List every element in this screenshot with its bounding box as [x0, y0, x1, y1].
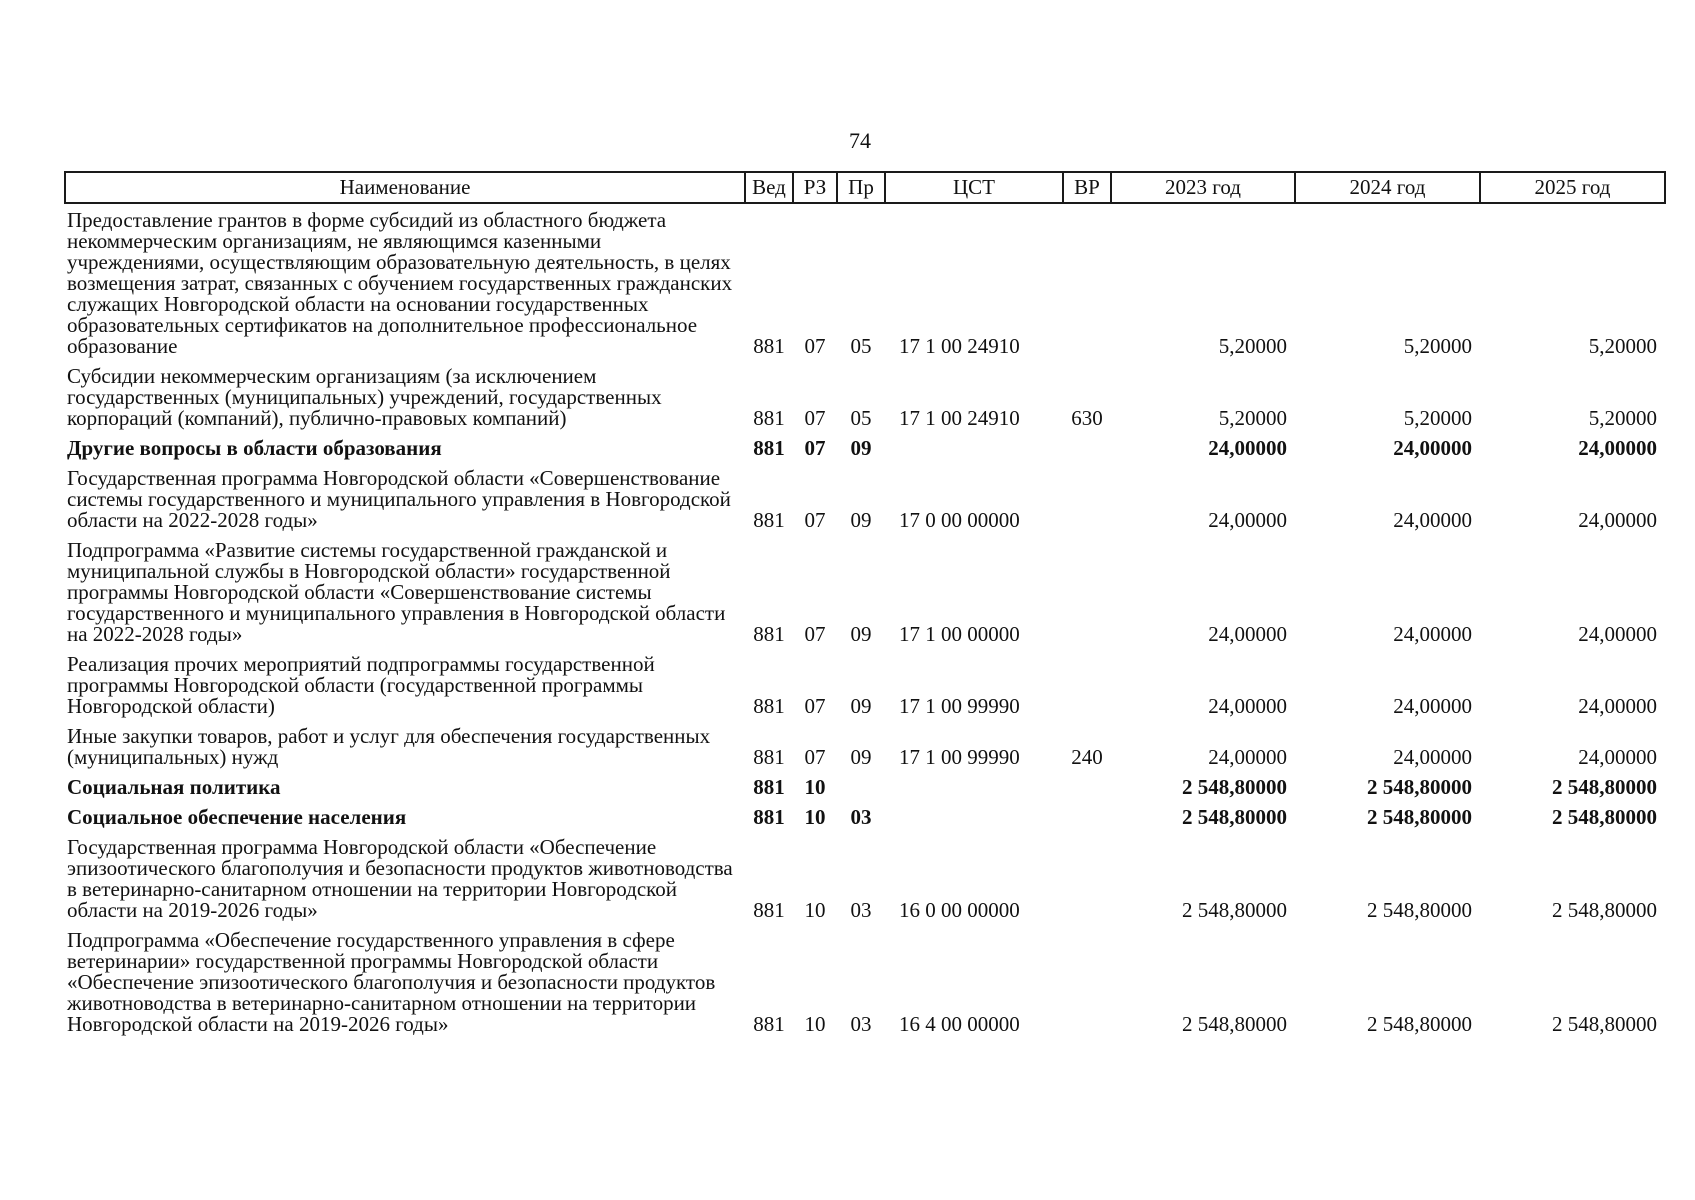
row-2024: 2 548,80000 [1367, 805, 1472, 829]
table-body [65, 203, 1665, 1038]
row-2025: 5,20000 [1588, 334, 1657, 358]
row-vr [1063, 924, 1111, 1038]
row-ved: 881 [753, 694, 785, 718]
row-2023: 24,00000 [1208, 745, 1287, 769]
row-vr [1063, 432, 1111, 462]
row-2024: 2 548,80000 [1367, 898, 1472, 922]
row-pr [837, 771, 885, 801]
row-cst: 16 4 00 00000 [899, 1012, 1020, 1036]
row-cst: 17 1 00 24910 [899, 406, 1020, 430]
row-pr: 03 [850, 1012, 872, 1036]
row-2023: 2 548,80000 [1182, 805, 1287, 829]
row-pr: 09 [850, 694, 872, 718]
row-pr: 03 [850, 805, 872, 829]
table-row [65, 360, 1665, 432]
row-2024: 5,20000 [1403, 334, 1472, 358]
row-ved: 881 [753, 334, 785, 358]
row-name: Социальная политика [67, 775, 281, 799]
row-ved: 881 [753, 406, 785, 430]
row-ved: 881 [753, 436, 785, 460]
header-rz: РЗ [793, 172, 837, 203]
table-row [65, 203, 1665, 360]
table-row [65, 924, 1665, 1038]
row-rz: 07 [804, 694, 826, 718]
row-cst: 17 1 00 99990 [899, 694, 1020, 718]
row-vr [1063, 648, 1111, 720]
header-2025: 2025 год [1480, 172, 1665, 203]
row-2025: 2 548,80000 [1552, 1012, 1657, 1036]
row-rz: 07 [804, 508, 826, 532]
row-rz: 10 [804, 775, 826, 799]
row-vr: 240 [1071, 745, 1103, 769]
row-cst [885, 801, 1063, 831]
row-name: Предоставление грантов в форме субсидий из областного бюджета некоммерческим организациям, не являющимся казенными учреждениями, осуществляющим образовательную деятельность, в целях возмещения затрат, связанных с обучением государственных гражданских служащих Новгородской области на основании государственных образовательных сертификатов на дополнительное профессиональное образование [67, 208, 733, 358]
row-vr: 630 [1071, 406, 1103, 430]
row-2024: 24,00000 [1393, 622, 1472, 646]
row-pr: 09 [850, 436, 872, 460]
row-2023: 24,00000 [1208, 694, 1287, 718]
table-row-section [65, 801, 1665, 831]
row-name: Подпрограмма «Обеспечение государственного управления в сфере ветеринарии» государственной программы Новгородской области «Обеспечение эпизоотического благополучия и безопасности продуктов животноводства в ветеринарно-санитарном отношении на территории Новгородской области на 2019-2026 годы» [67, 928, 716, 1036]
table-row-section [65, 771, 1665, 801]
table-row [65, 831, 1665, 924]
row-vr [1063, 771, 1111, 801]
row-vr [1063, 462, 1111, 534]
row-pr: 09 [850, 745, 872, 769]
row-rz: 07 [804, 745, 826, 769]
row-vr [1063, 203, 1111, 360]
row-cst [885, 432, 1063, 462]
row-ved: 881 [753, 1012, 785, 1036]
table-row [65, 534, 1665, 648]
header-2023: 2023 год [1111, 172, 1295, 203]
row-2024: 2 548,80000 [1367, 775, 1472, 799]
row-2025: 2 548,80000 [1552, 775, 1657, 799]
row-ved: 881 [753, 805, 785, 829]
row-pr: 09 [850, 622, 872, 646]
row-2024: 5,20000 [1403, 406, 1472, 430]
row-name: Другие вопросы в области образования [67, 436, 442, 460]
row-rz: 07 [804, 622, 826, 646]
row-2025: 24,00000 [1578, 436, 1657, 460]
row-rz: 07 [804, 406, 826, 430]
header-vr: ВР [1063, 172, 1111, 203]
budget-table [64, 171, 1666, 1038]
row-2024: 2 548,80000 [1367, 1012, 1472, 1036]
table-row [65, 462, 1665, 534]
row-cst [885, 771, 1063, 801]
row-rz: 10 [804, 805, 826, 829]
row-name: Субсидии некоммерческим организациям (за исключением государственных (муниципальных) учреждений, государственных корпораций (компаний), публично-правовых компаний) [67, 364, 662, 430]
row-name: Социальное обеспечение населения [67, 805, 407, 829]
table-header [65, 172, 1665, 203]
row-vr [1063, 534, 1111, 648]
page-number: 74 [849, 128, 871, 153]
row-name: Подпрограмма «Развитие системы государственной гражданской и муниципальной службы в Новгородской области» государственной программы Новгородской области «Совершенствование системы государственного и муниципального управления в Новгородской области на 2022-2028 годы» [67, 538, 726, 646]
row-2024: 24,00000 [1393, 436, 1472, 460]
header-ved: Вед [745, 172, 793, 203]
row-ved: 881 [753, 898, 785, 922]
row-name: Реализация прочих мероприятий подпрограммы государственной программы Новгородской области (государственной программы Новгородской области) [67, 652, 655, 718]
header-cst: ЦСТ [885, 172, 1063, 203]
header-pr: Пр [837, 172, 885, 203]
row-ved: 881 [753, 622, 785, 646]
row-rz: 07 [804, 436, 826, 460]
header-2024: 2024 год [1295, 172, 1480, 203]
row-2023: 5,20000 [1218, 334, 1287, 358]
row-ved: 881 [753, 745, 785, 769]
row-vr [1063, 831, 1111, 924]
table-row-section [65, 432, 1665, 462]
row-cst: 16 0 00 00000 [899, 898, 1020, 922]
row-rz: 10 [804, 1012, 826, 1036]
row-name: Государственная программа Новгородской области «Совершенствование системы государственного и муниципального управления в Новгородской области на 2022-2028 годы» [67, 466, 731, 532]
row-cst: 17 1 00 24910 [899, 334, 1020, 358]
row-2023: 2 548,80000 [1182, 1012, 1287, 1036]
row-cst: 17 1 00 99990 [899, 745, 1020, 769]
row-rz: 07 [804, 334, 826, 358]
row-2023: 24,00000 [1208, 508, 1287, 532]
row-cst: 17 1 00 00000 [899, 622, 1020, 646]
row-ved: 881 [753, 775, 785, 799]
row-2023: 24,00000 [1208, 622, 1287, 646]
row-2023: 24,00000 [1208, 436, 1287, 460]
row-2023: 2 548,80000 [1182, 775, 1287, 799]
row-pr: 05 [850, 406, 872, 430]
row-pr: 05 [850, 334, 872, 358]
row-2025: 24,00000 [1578, 508, 1657, 532]
row-2023: 5,20000 [1218, 406, 1287, 430]
row-2025: 24,00000 [1578, 694, 1657, 718]
row-2025: 5,20000 [1588, 406, 1657, 430]
table-row [65, 648, 1665, 720]
table-row [65, 720, 1665, 771]
row-ved: 881 [753, 508, 785, 532]
row-name: Иные закупки товаров, работ и услуг для обеспечения государственных (муниципальных) нужд [67, 724, 711, 769]
row-rz: 10 [804, 898, 826, 922]
row-2025: 24,00000 [1578, 745, 1657, 769]
row-2025: 2 548,80000 [1552, 805, 1657, 829]
row-cst: 17 0 00 00000 [899, 508, 1020, 532]
header-name: Наименование [65, 172, 745, 203]
row-2025: 24,00000 [1578, 622, 1657, 646]
row-2025: 2 548,80000 [1552, 898, 1657, 922]
row-pr: 03 [850, 898, 872, 922]
row-2024: 24,00000 [1393, 508, 1472, 532]
row-vr [1063, 801, 1111, 831]
row-2024: 24,00000 [1393, 694, 1472, 718]
row-pr: 09 [850, 508, 872, 532]
row-2023: 2 548,80000 [1182, 898, 1287, 922]
row-2024: 24,00000 [1393, 745, 1472, 769]
row-name: Государственная программа Новгородской области «Обеспечение эпизоотического благополучия и безопасности продуктов животноводства в ветеринарно-санитарном отношении на территории Новгородской области на 2019-2026 годы» [67, 835, 733, 922]
